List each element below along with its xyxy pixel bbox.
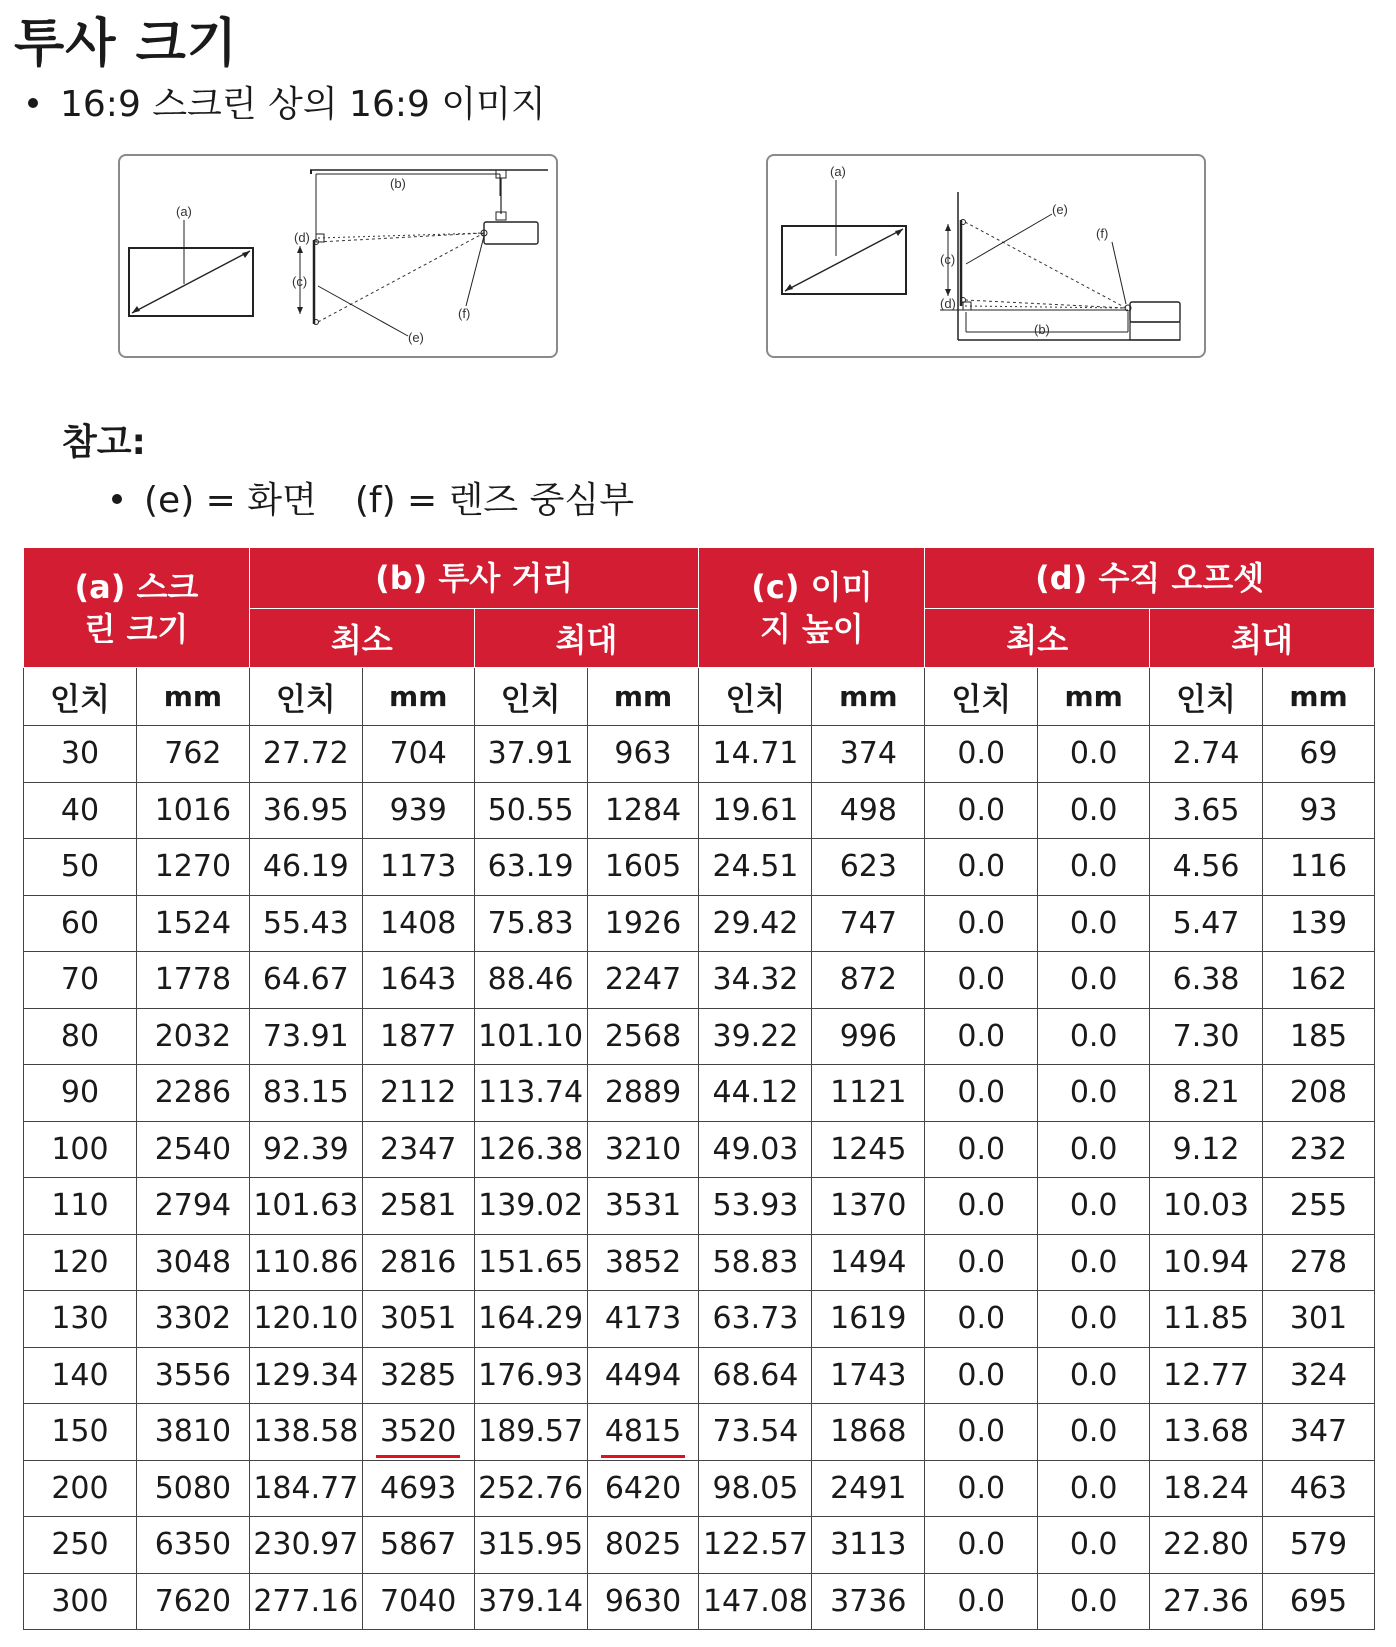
header-offset-min: 최소	[925, 609, 1150, 668]
table-cell: 39.22	[699, 1008, 812, 1065]
table-cell: 463	[1263, 1460, 1375, 1517]
table-cell: 0.0	[925, 1234, 1038, 1291]
underlined-value: 3520	[376, 1414, 460, 1458]
header-offset-max: 최대	[1150, 609, 1375, 668]
table-cell: 139	[1263, 895, 1375, 952]
subtitle-bullet	[28, 82, 546, 128]
table-cell: 2247	[587, 952, 699, 1009]
table-row	[24, 1291, 1375, 1348]
table-cell: 37.91	[474, 726, 587, 783]
label-a: (a)	[830, 164, 846, 179]
table-cell: 0.0	[1038, 782, 1150, 839]
table-cell: 11.85	[1150, 1291, 1263, 1348]
table-cell: 2794	[136, 1178, 249, 1235]
table-cell: 3051	[362, 1291, 474, 1348]
table-cell: 63.19	[474, 839, 587, 896]
table-cell: 0.0	[1038, 952, 1150, 1009]
table-cell: 92.39	[249, 1121, 362, 1178]
projection-size-table	[23, 547, 1375, 1630]
table-cell: 116	[1263, 839, 1375, 896]
table-cell: 996	[812, 1008, 925, 1065]
table-cell: 1284	[587, 782, 699, 839]
table-cell: 3556	[136, 1347, 249, 1404]
table-cell: 1868	[812, 1404, 925, 1461]
table-cell: 2.74	[1150, 726, 1263, 783]
table-cell: 0.0	[925, 726, 1038, 783]
table-cell: 88.46	[474, 952, 587, 1009]
unit-inch: 인치	[249, 668, 362, 726]
table-cell: 140	[24, 1347, 137, 1404]
table-cell: 122.57	[699, 1517, 812, 1574]
label-c: (c)	[940, 252, 956, 267]
table-cell: 0.0	[925, 1404, 1038, 1461]
table-cell: 185	[1263, 1008, 1375, 1065]
table-cell: 2816	[362, 1234, 474, 1291]
table-cell: 200	[24, 1460, 137, 1517]
table-row	[24, 1573, 1375, 1630]
table-row	[24, 1404, 1375, 1461]
table-cell: 189.57	[474, 1404, 587, 1461]
table-cell: 63.73	[699, 1291, 812, 1348]
unit-mm: mm	[362, 668, 474, 726]
table-cell: 5.47	[1150, 895, 1263, 952]
label-b: (b)	[1034, 322, 1050, 337]
table-cell: 0.0	[1038, 895, 1150, 952]
label-e: (e)	[408, 330, 424, 345]
table-cell: 3.65	[1150, 782, 1263, 839]
table-cell: 6420	[587, 1460, 699, 1517]
table-cell: 0.0	[925, 1517, 1038, 1574]
table-cell: 150	[24, 1404, 137, 1461]
table-cell: 6.38	[1150, 952, 1263, 1009]
table-cell: 0.0	[1038, 1008, 1150, 1065]
table-cell: 7040	[362, 1573, 474, 1630]
table-row	[24, 1178, 1375, 1235]
unit-mm: mm	[587, 668, 699, 726]
unit-inch: 인치	[925, 668, 1038, 726]
table-cell: 14.71	[699, 726, 812, 783]
label-a: (a)	[176, 204, 192, 219]
table-cell: 101.63	[249, 1178, 362, 1235]
table-cell: 73.54	[699, 1404, 812, 1461]
table-cell: 93	[1263, 782, 1375, 839]
note-item-e: (e) = 화면	[144, 480, 317, 521]
label-d: (d)	[940, 296, 956, 311]
table-cell: 6350	[136, 1517, 249, 1574]
table-cell: 68.64	[699, 1347, 812, 1404]
table-cell: 55.43	[249, 895, 362, 952]
table-cell: 2032	[136, 1008, 249, 1065]
table-cell: 4173	[587, 1291, 699, 1348]
table-cell: 10.03	[1150, 1178, 1263, 1235]
table-cell: 34.32	[699, 952, 812, 1009]
note-item-f: (f) = 렌즈 중심부	[354, 480, 634, 521]
label-f: (f)	[458, 306, 471, 321]
table-cell: 46.19	[249, 839, 362, 896]
table-cell: 110	[24, 1178, 137, 1235]
table-cell	[362, 1404, 474, 1461]
table-cell: 0.0	[925, 1460, 1038, 1517]
note-title: 참고:	[62, 422, 146, 463]
table-row	[24, 1121, 1375, 1178]
table-cell: 2540	[136, 1121, 249, 1178]
table-cell: 73.91	[249, 1008, 362, 1065]
table-cell: 872	[812, 952, 925, 1009]
table-cell: 0.0	[925, 952, 1038, 1009]
table-row	[24, 895, 1375, 952]
table-cell: 3736	[812, 1573, 925, 1630]
note-bullet	[112, 478, 634, 524]
label-b: (b)	[390, 176, 406, 191]
table-cell: 230.97	[249, 1517, 362, 1574]
table-cell: 90	[24, 1065, 137, 1122]
table-cell: 8.21	[1150, 1065, 1263, 1122]
table-cell: 58.83	[699, 1234, 812, 1291]
table-cell: 300	[24, 1573, 137, 1630]
table-cell: 939	[362, 782, 474, 839]
table-cell: 1173	[362, 839, 474, 896]
table-cell: 64.67	[249, 952, 362, 1009]
table-cell: 1016	[136, 782, 249, 839]
label-c: (c)	[292, 274, 308, 289]
header-image-height: (c) 이미지 높이	[699, 548, 925, 668]
table-cell: 0.0	[925, 1065, 1038, 1122]
table-cell: 22.80	[1150, 1517, 1263, 1574]
table-cell: 129.34	[249, 1347, 362, 1404]
table-cell: 19.61	[699, 782, 812, 839]
table-cell: 44.12	[699, 1065, 812, 1122]
table-cell: 147.08	[699, 1573, 812, 1630]
table-cell: 0.0	[925, 1291, 1038, 1348]
table-cell: 176.93	[474, 1347, 587, 1404]
table-cell: 1605	[587, 839, 699, 896]
unit-mm: mm	[812, 668, 925, 726]
table-cell: 0.0	[1038, 1234, 1150, 1291]
table-cell: 278	[1263, 1234, 1375, 1291]
table-row	[24, 726, 1375, 783]
table-cell: 40	[24, 782, 137, 839]
table-cell: 315.95	[474, 1517, 587, 1574]
table-cell: 0.0	[925, 839, 1038, 896]
table-cell: 1270	[136, 839, 249, 896]
unit-inch: 인치	[1150, 668, 1263, 726]
table-cell: 13.68	[1150, 1404, 1263, 1461]
unit-inch: 인치	[24, 668, 137, 726]
table-cell: 704	[362, 726, 474, 783]
bullet-icon	[28, 98, 38, 108]
table-cell: 5867	[362, 1517, 474, 1574]
table-cell: 12.77	[1150, 1347, 1263, 1404]
table-cell: 0.0	[925, 1347, 1038, 1404]
table-body	[24, 726, 1375, 1630]
table-cell: 498	[812, 782, 925, 839]
page-title: 투사 크기	[14, 14, 239, 74]
table-row	[24, 952, 1375, 1009]
table-cell: 70	[24, 952, 137, 1009]
unit-mm: mm	[1263, 668, 1375, 726]
table-cell: 347	[1263, 1404, 1375, 1461]
table-cell: 1926	[587, 895, 699, 952]
label-d: (d)	[294, 230, 310, 245]
table-cell: 2889	[587, 1065, 699, 1122]
table-cell: 3302	[136, 1291, 249, 1348]
table-cell: 120.10	[249, 1291, 362, 1348]
table-cell: 29.42	[699, 895, 812, 952]
table-cell: 2112	[362, 1065, 474, 1122]
table-cell	[587, 1404, 699, 1461]
table-row	[24, 839, 1375, 896]
table-cell: 0.0	[1038, 1404, 1150, 1461]
table-cell: 53.93	[699, 1178, 812, 1235]
table-cell: 120	[24, 1234, 137, 1291]
table-cell: 0.0	[1038, 1517, 1150, 1574]
table-cell: 0.0	[925, 782, 1038, 839]
table-cell: 3048	[136, 1234, 249, 1291]
table-cell: 162	[1263, 952, 1375, 1009]
table-cell: 623	[812, 839, 925, 896]
table-cell: 184.77	[249, 1460, 362, 1517]
table-row	[24, 1234, 1375, 1291]
table-cell: 164.29	[474, 1291, 587, 1348]
table-cell: 83.15	[249, 1065, 362, 1122]
table-cell: 49.03	[699, 1121, 812, 1178]
table-cell: 24.51	[699, 839, 812, 896]
table-cell: 1877	[362, 1008, 474, 1065]
table-cell: 1524	[136, 895, 249, 952]
table-cell: 7620	[136, 1573, 249, 1630]
table-cell: 113.74	[474, 1065, 587, 1122]
table-cell: 2347	[362, 1121, 474, 1178]
table-cell: 0.0	[1038, 1460, 1150, 1517]
table-row	[24, 1347, 1375, 1404]
table-cell: 2581	[362, 1178, 474, 1235]
header-throw-distance: (b) 투사 거리	[249, 548, 699, 609]
table-cell: 1370	[812, 1178, 925, 1235]
table-cell: 695	[1263, 1573, 1375, 1630]
table-cell: 4693	[362, 1460, 474, 1517]
table-cell: 50	[24, 839, 137, 896]
table-cell: 130	[24, 1291, 137, 1348]
table-row	[24, 1517, 1375, 1574]
table-mount-diagram	[766, 154, 1206, 358]
table-cell: 255	[1263, 1178, 1375, 1235]
underlined-value: 4815	[601, 1414, 685, 1458]
table-cell: 60	[24, 895, 137, 952]
table-cell: 1121	[812, 1065, 925, 1122]
table-cell: 10.94	[1150, 1234, 1263, 1291]
unit-mm: mm	[1038, 668, 1150, 726]
ceiling-mount-diagram	[118, 154, 558, 358]
table-cell: 762	[136, 726, 249, 783]
table-cell: 8025	[587, 1517, 699, 1574]
table-cell: 0.0	[1038, 1178, 1150, 1235]
table-cell: 0.0	[1038, 839, 1150, 896]
table-cell: 1643	[362, 952, 474, 1009]
table-cell: 0.0	[925, 895, 1038, 952]
table-cell: 1619	[812, 1291, 925, 1348]
table-cell: 27.72	[249, 726, 362, 783]
table-cell: 98.05	[699, 1460, 812, 1517]
header-vertical-offset: (d) 수직 오프셋	[925, 548, 1375, 609]
table-cell: 374	[812, 726, 925, 783]
header-screen-size: (a) 스크린 크기	[24, 548, 250, 668]
table-cell: 3852	[587, 1234, 699, 1291]
table-cell: 3531	[587, 1178, 699, 1235]
subtitle-text: 16:9 스크린 상의 16:9 이미지	[60, 84, 546, 125]
table-row	[24, 1460, 1375, 1517]
table-cell: 139.02	[474, 1178, 587, 1235]
table-cell: 27.36	[1150, 1573, 1263, 1630]
table-cell: 7.30	[1150, 1008, 1263, 1065]
table-cell: 3113	[812, 1517, 925, 1574]
table-cell: 1494	[812, 1234, 925, 1291]
table-cell: 9.12	[1150, 1121, 1263, 1178]
table-cell: 0.0	[925, 1008, 1038, 1065]
unit-inch: 인치	[699, 668, 812, 726]
table-cell: 30	[24, 726, 137, 783]
table-row	[24, 1008, 1375, 1065]
table-cell: 3285	[362, 1347, 474, 1404]
table-cell: 277.16	[249, 1573, 362, 1630]
unit-mm: mm	[136, 668, 249, 726]
table-cell: 963	[587, 726, 699, 783]
table-cell: 2286	[136, 1065, 249, 1122]
table-cell: 1778	[136, 952, 249, 1009]
table-cell: 250	[24, 1517, 137, 1574]
table-cell: 101.10	[474, 1008, 587, 1065]
table-row	[24, 782, 1375, 839]
label-e: (e)	[1052, 202, 1068, 217]
table-cell: 0.0	[925, 1573, 1038, 1630]
table-cell: 4.56	[1150, 839, 1263, 896]
table-cell: 232	[1263, 1121, 1375, 1178]
table-cell: 208	[1263, 1065, 1375, 1122]
table-cell: 3210	[587, 1121, 699, 1178]
table-cell: 0.0	[1038, 1573, 1150, 1630]
table-cell: 579	[1263, 1517, 1375, 1574]
table-cell: 0.0	[1038, 726, 1150, 783]
table-cell: 1408	[362, 895, 474, 952]
table-cell: 324	[1263, 1347, 1375, 1404]
table-cell: 4494	[587, 1347, 699, 1404]
table-cell: 36.95	[249, 782, 362, 839]
unit-inch: 인치	[474, 668, 587, 726]
table-cell: 5080	[136, 1460, 249, 1517]
table-cell: 1245	[812, 1121, 925, 1178]
table-cell: 379.14	[474, 1573, 587, 1630]
bullet-icon	[112, 494, 122, 504]
table-cell: 0.0	[925, 1121, 1038, 1178]
table-cell: 0.0	[1038, 1065, 1150, 1122]
table-cell: 151.65	[474, 1234, 587, 1291]
table-cell: 138.58	[249, 1404, 362, 1461]
label-f: (f)	[1096, 226, 1109, 241]
table-cell: 2568	[587, 1008, 699, 1065]
table-cell: 69	[1263, 726, 1375, 783]
table-cell: 75.83	[474, 895, 587, 952]
table-cell: 301	[1263, 1291, 1375, 1348]
table-row	[24, 1065, 1375, 1122]
table-cell: 80	[24, 1008, 137, 1065]
table-cell: 747	[812, 895, 925, 952]
header-throw-max: 최대	[474, 609, 699, 668]
table-cell: 2491	[812, 1460, 925, 1517]
table-cell: 252.76	[474, 1460, 587, 1517]
table-cell: 3810	[136, 1404, 249, 1461]
table-cell: 126.38	[474, 1121, 587, 1178]
table-cell: 9630	[587, 1573, 699, 1630]
table-cell: 1743	[812, 1347, 925, 1404]
table-cell: 50.55	[474, 782, 587, 839]
header-throw-min: 최소	[249, 609, 474, 668]
table-cell: 0.0	[1038, 1347, 1150, 1404]
table-cell: 18.24	[1150, 1460, 1263, 1517]
table-cell: 0.0	[1038, 1121, 1150, 1178]
table-cell: 100	[24, 1121, 137, 1178]
table-cell: 0.0	[1038, 1291, 1150, 1348]
table-cell: 0.0	[925, 1178, 1038, 1235]
table-cell: 110.86	[249, 1234, 362, 1291]
